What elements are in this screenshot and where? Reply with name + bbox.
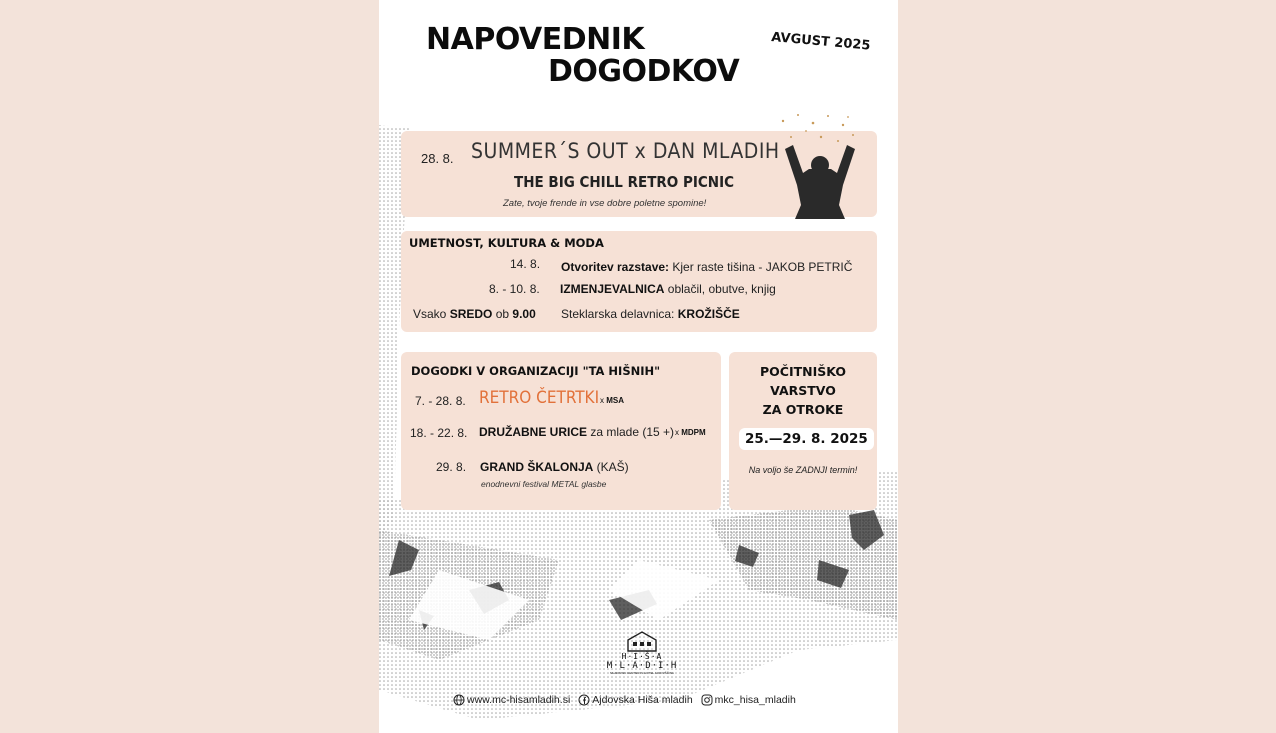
event-row-2: [479, 425, 674, 439]
event-partner-2: [675, 428, 706, 437]
feature-event-box: [401, 131, 877, 217]
culture-row-3-label: KROŽIŠČE: [677, 307, 740, 321]
website-text: www.mc-hisamladih.si: [467, 694, 571, 706]
culture-row-2-text: oblačil, obutve, knjig: [664, 282, 776, 296]
event-row-3: [480, 460, 629, 474]
events-heading: DOGODKI V ORGANIZACIJI "TA HIŠNIH": [411, 364, 661, 378]
event-partner-1: [600, 396, 624, 405]
culture-date-2: 8. - 10. 8.: [489, 282, 540, 296]
event-poster: [379, 0, 898, 733]
event-title-3: GRAND ŠKALONJA: [480, 460, 594, 474]
logo-line-1: H·I·Š·A: [621, 652, 663, 661]
house-icon: [625, 630, 659, 652]
globe-icon: [453, 694, 465, 706]
logo-line-3: MLADINSKI CENTER IN HOTEL AJDOVŠČINA: [610, 671, 674, 675]
culture-date-3-prefix: Vsako: [413, 307, 450, 321]
instagram-link[interactable]: [701, 694, 796, 706]
event-text-3: (KAŠ): [593, 460, 629, 474]
facebook-icon: [578, 694, 590, 706]
title-line-1: NAPOVEDNIK: [426, 22, 645, 57]
culture-row-3-text: Steklarska delavnica:: [561, 307, 678, 321]
culture-heading: UMETNOST, KULTURA & MODA: [409, 236, 604, 250]
culture-row-1-text: Kjer raste tišina - JAKOB PETRIČ: [669, 260, 853, 274]
culture-row-1: [561, 260, 852, 274]
hisa-mladih-logo: [597, 630, 687, 675]
event-text-2: za mlade (15 +): [587, 425, 675, 439]
feature-title: SUMMER´S OUT x DAN MLADIH: [471, 139, 780, 163]
title-line-2: DOGODKOV: [548, 54, 740, 89]
childcare-line-3: ZA OTROKE: [762, 402, 844, 417]
culture-date-3-mid: ob: [492, 307, 513, 321]
event-note-3: enodnevni festival METAL glasbe: [481, 479, 607, 489]
page-title: [426, 24, 739, 88]
event-date-2: 18. - 22. 8.: [410, 426, 468, 440]
culture-date-3-time: 9.00: [512, 307, 536, 321]
childcare-section: [729, 352, 877, 510]
feature-date: 28. 8.: [421, 151, 454, 166]
event-partner-1-x: x: [600, 396, 607, 405]
events-section: [401, 352, 721, 510]
childcare-line-2: VARSTVO: [770, 383, 836, 398]
culture-date-1: 14. 8.: [510, 257, 541, 271]
culture-row-1-label: Otvoritev razstave:: [561, 260, 670, 274]
feature-tagline: Zate, tvoje frende in vse dobre poletne spomine!: [503, 198, 707, 209]
childcare-line-1: POČITNIŠKO: [759, 364, 846, 379]
month-label: AVGUST 2025: [770, 30, 872, 54]
event-date-1: 7. - 28. 8.: [415, 394, 466, 408]
facebook-link[interactable]: [578, 694, 692, 706]
event-title-2: DRUŽABNE URICE: [479, 425, 587, 439]
culture-date-3-day: SREDO: [449, 307, 493, 321]
event-partner-1-name: MSA: [606, 396, 625, 405]
feature-subtitle: THE BIG CHILL RETRO PICNIC: [514, 173, 734, 191]
facebook-text: Ajdovska Hiša mladih: [592, 694, 693, 706]
event-title-1: RETRO ČETRTKI: [479, 388, 600, 408]
event-partner-2-name: MDPM: [681, 428, 706, 437]
culture-row-2: [560, 282, 776, 296]
footer-links: [453, 694, 796, 706]
event-partner-2-x: x: [675, 428, 682, 437]
childcare-heading: [729, 362, 877, 419]
childcare-note: Na voljo še ZADNJI termin!: [748, 465, 858, 475]
logo-line-2: M·L·A·D·I·H: [606, 661, 678, 671]
instagram-icon: [701, 694, 713, 706]
culture-row-3: [561, 307, 740, 321]
cheering-person-icon: [773, 111, 863, 219]
culture-date-3: [413, 307, 536, 321]
culture-row-2-label: IZMENJEVALNICA: [560, 282, 665, 296]
instagram-text: mkc_hisa_mladih: [714, 694, 796, 706]
event-date-3: 29. 8.: [436, 460, 467, 474]
website-link[interactable]: [453, 694, 570, 706]
culture-section: [401, 231, 877, 332]
childcare-dates: 25.—29. 8. 2025: [739, 428, 874, 450]
